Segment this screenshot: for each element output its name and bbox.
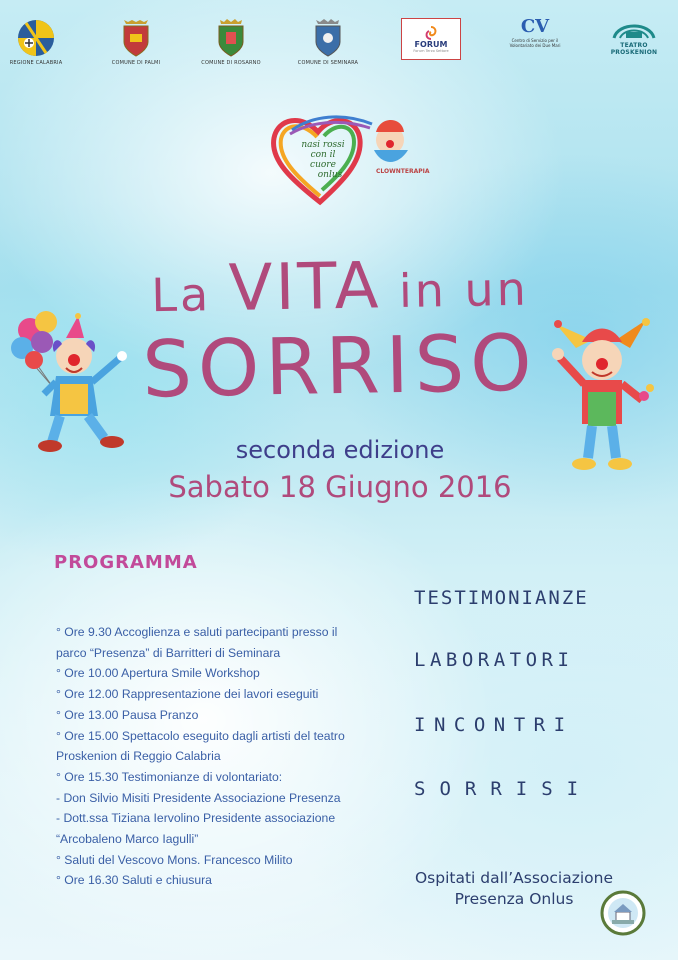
title-line-1 xyxy=(99,246,580,328)
seminara-coat-of-arms-icon xyxy=(312,18,344,58)
title-word-vita: VITA xyxy=(228,249,382,326)
heart-text-line2: con il cuore xyxy=(310,150,336,170)
comune-seminara-label: COMUNE DI SEMINARA xyxy=(297,60,359,66)
list-item: ° Ore 15.00 Spettacolo eseguito dagli artisti del teatro xyxy=(56,728,345,743)
keyword-sorrisi: SORRISI xyxy=(414,778,593,800)
programma-list xyxy=(56,622,391,891)
sponsor-logos xyxy=(0,18,678,78)
forum-badge xyxy=(401,18,461,60)
title-line-2: SORRISO xyxy=(141,318,539,416)
keyword-incontri: INCONTRI xyxy=(414,714,574,736)
regione-calabria-emblem-icon xyxy=(16,18,56,58)
forum-logo xyxy=(400,18,462,60)
heart-text xyxy=(298,140,348,180)
comune-palmi-logo xyxy=(108,18,164,66)
teatro-label-bottom: PROSKENION xyxy=(610,49,658,56)
regione-calabria-logo xyxy=(10,18,62,66)
comune-seminara-logo xyxy=(296,18,360,66)
forum-swirl-icon xyxy=(424,26,438,40)
title-word-in-un: in un xyxy=(398,261,530,318)
presenza-seal-icon xyxy=(600,890,646,936)
clownterapia-label: CLOWNTERAPIA xyxy=(376,168,430,175)
list-item: - Dott.ssa Tiziana Iervolino Presidente associazione xyxy=(56,811,336,826)
list-item: “Arcobaleno Marco Iagulli” xyxy=(56,832,199,847)
title-word-la: La xyxy=(150,267,212,323)
keyword-testimonianze: TESTIMONIANZE xyxy=(414,587,589,609)
waving-clown-illustration xyxy=(546,318,658,478)
teatro-proskenion-logo xyxy=(604,18,664,56)
list-item: Proskenion di Reggio Calabria xyxy=(56,749,221,764)
nasi-rossi-heart-logo xyxy=(262,110,430,208)
forum-label: FORUM xyxy=(414,39,448,49)
forum-sub-label: Forum Terzo Settore xyxy=(413,48,449,53)
list-item: - Don Silvio Misiti Presidente Associazione Presenza xyxy=(56,790,341,805)
balloon-clown-illustration xyxy=(8,308,130,458)
list-item: ° Ore 16.30 Saluti e chiusura xyxy=(56,873,212,888)
list-item: ° Ore 15.30 Testimonianze di volontariato: xyxy=(56,769,283,784)
programma-heading: PROGRAMMA xyxy=(54,552,198,573)
event-date: Sabato 18 Giugno 2016 xyxy=(168,470,512,504)
csv-mark: CV xyxy=(520,16,550,37)
list-item: ° Saluti del Vescovo Mons. Francesco Milito xyxy=(56,852,293,867)
list-item: ° Ore 10.00 Apertura Smile Workshop xyxy=(56,666,260,681)
list-item: ° Ore 9.30 Accoglienza e saluti partecipanti presso il xyxy=(56,625,338,639)
edition-subtitle: seconda edizione xyxy=(235,436,445,464)
list-item: parco “Presenza” di Barritteri di Seminara xyxy=(56,645,281,660)
csv-logo xyxy=(500,18,570,48)
list-item: ° Ore 13.00 Pausa Pranzo xyxy=(56,707,199,722)
csv-label: Centro di Servizio per il Volontariato dei Due Mari xyxy=(509,38,561,48)
teatro-label-top: TEATRO xyxy=(620,42,648,49)
theatre-curtain-icon xyxy=(612,18,656,40)
keyword-laboratori: LABORATORI xyxy=(414,649,574,671)
regione-calabria-label: REGIONE CALABRIA xyxy=(9,60,63,66)
palmi-coat-of-arms-icon xyxy=(120,18,152,58)
list-item: ° Ore 12.00 Rappresentazione dei lavori eseguiti xyxy=(56,687,319,702)
heart-text-line3: onlus xyxy=(317,170,343,180)
comune-rosarno-logo xyxy=(200,18,262,66)
rosarno-coat-of-arms-icon xyxy=(216,18,246,58)
comune-palmi-label: COMUNE DI PALMI xyxy=(111,60,161,66)
hosted-line-2: Presenza Onlus xyxy=(454,890,574,908)
hosted-line-1: Ospitati dall’Associazione xyxy=(414,869,614,887)
heart-text-line1: nasi rossi xyxy=(301,140,345,150)
comune-rosarno-label: COMUNE DI ROSARNO xyxy=(201,60,261,66)
